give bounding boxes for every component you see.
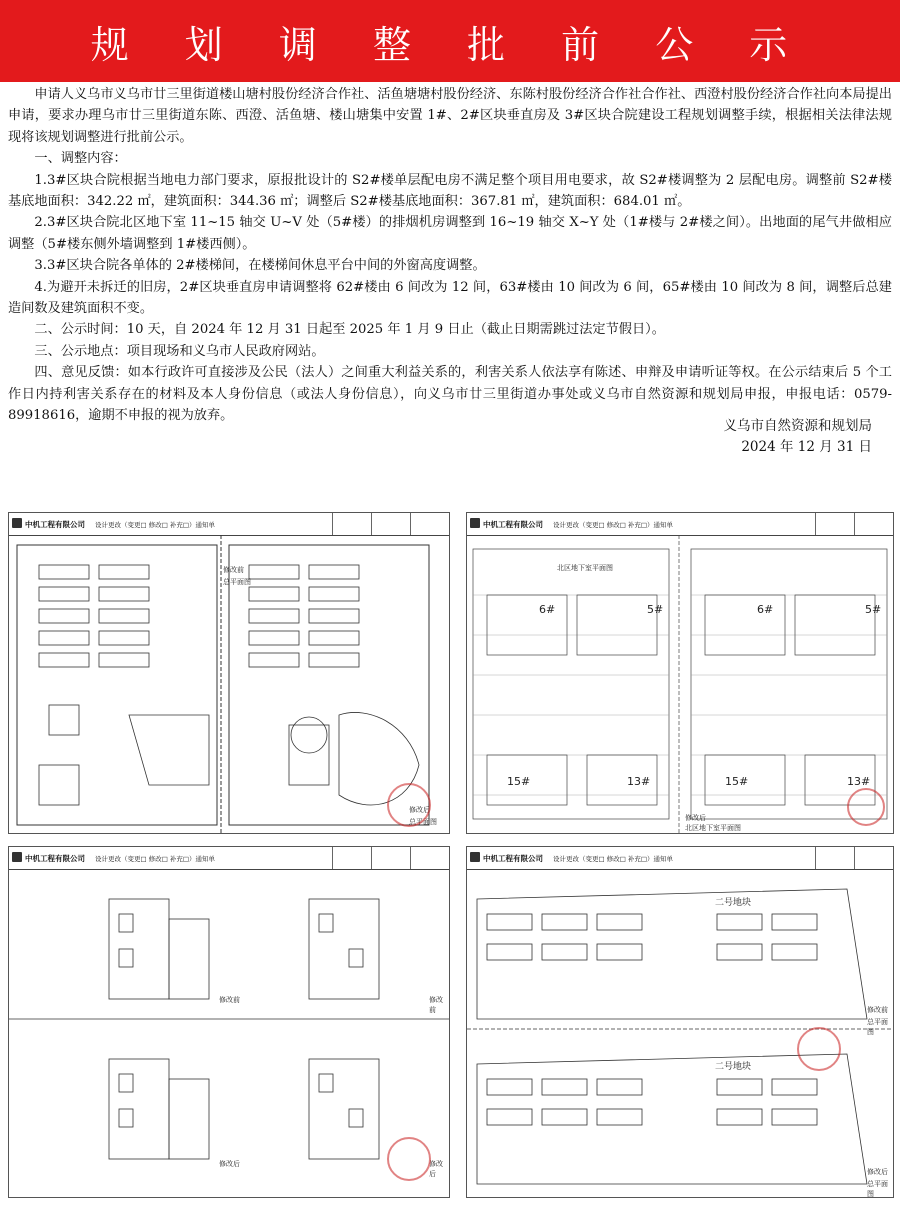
title-block bbox=[9, 847, 449, 870]
company-name: 中机工程有限公司 bbox=[25, 519, 85, 529]
doc-type: 设计更改（变更□ 修改□ 补充□）通知单 bbox=[95, 854, 216, 863]
building-number: 15# bbox=[725, 775, 749, 788]
feedback-paragraph: 四、意见反馈：如本行政许可直接涉及公民（法人）之间重大利益关系的，利害关系人依法享有陈述、申辩及申请听证等权。在公示结束后 5 个工作日内持利害关系存在的材料及本人身份信息（或法人身份信息），向义乌市廿三里街道办事处或义乌市自然资源和规划局申报，申报电话：0579-89918616，逾期不申报的视为放弃。 bbox=[8, 365, 892, 424]
drawing-label: 修改前 bbox=[867, 1006, 888, 1014]
drawing-label: 修改后 bbox=[685, 814, 706, 822]
doc-type: 设计更改（变更□ 修改□ 补充□）通知单 bbox=[553, 854, 674, 863]
company-name: 中机工程有限公司 bbox=[483, 519, 543, 529]
signature-date: 2024 年 12 月 31 日 bbox=[741, 439, 872, 455]
title-block bbox=[467, 513, 893, 536]
drawing-label: 北区地下室平面图 bbox=[557, 564, 613, 572]
drawing-label: 二号地块 bbox=[715, 1062, 752, 1072]
building-number: 13# bbox=[847, 775, 871, 788]
company-logo-icon bbox=[12, 852, 22, 862]
company-logo-icon bbox=[12, 518, 22, 528]
signature-org: 义乌市自然资源和规划局 bbox=[723, 418, 872, 434]
time-paragraph: 二、公示时间：10 天，自 2024 年 12 月 31 日起至 2025 年 1 月 9 日止（截止日期需跳过法定节假日）。 bbox=[34, 322, 665, 338]
elevation-drawing bbox=[9, 869, 449, 1197]
drawing-sheet-elevations bbox=[8, 846, 450, 1198]
location-paragraph: 三、公示地点：项目现场和义乌市人民政府网站。 bbox=[34, 343, 325, 359]
item-paragraph: 3.3#区块合院各单体的 2#楼梯间，在楼梯间休息平台中间的外窗高度调整。 bbox=[34, 258, 486, 274]
drawing-label: 北区地下室平面图 bbox=[685, 824, 741, 832]
seal-stamp bbox=[387, 1137, 431, 1181]
building-number: 13# bbox=[627, 775, 651, 788]
drawing-label: 总平面图 bbox=[867, 1018, 888, 1036]
building-number: 15# bbox=[507, 775, 531, 788]
seal-stamp bbox=[847, 788, 885, 826]
drawing-label: 总平面图 bbox=[409, 818, 437, 826]
drawing-label: 修改后 bbox=[429, 1160, 443, 1178]
building-number: 5# bbox=[647, 603, 664, 616]
section-heading: 一、调整内容： bbox=[34, 151, 127, 167]
drawing-label: 总平面图 bbox=[867, 1180, 888, 1198]
title-banner bbox=[0, 0, 900, 82]
title-block bbox=[9, 513, 449, 536]
title-block bbox=[467, 847, 893, 870]
seal-stamp bbox=[387, 783, 431, 827]
item-paragraph: 1.3#区块合院根据当地电力部门要求，原报批设计的 S2#楼单层配电房不满足整个项目用电要求，故 S2#楼调整为 2 层配电房。调整前 S2#楼基底地面积：342.22 ㎡，建筑面积：344.36 ㎡；调整后 S2#楼基底地面积：367.81 ㎡，建筑面积：684.01 ㎡。 bbox=[8, 172, 892, 210]
announcement-body bbox=[8, 84, 892, 427]
drawing-label: 修改后 bbox=[867, 1168, 888, 1176]
company-logo-icon bbox=[470, 852, 480, 862]
drawing-label: 二号地块 bbox=[715, 898, 752, 908]
drawing-sheet-basement bbox=[466, 512, 894, 834]
doc-type: 设计更改（变更□ 修改□ 补充□）通知单 bbox=[95, 520, 216, 529]
company-logo-icon bbox=[470, 518, 480, 528]
building-number: 6# bbox=[757, 603, 774, 616]
drawing-sheet-site-plan bbox=[8, 512, 450, 834]
company-name: 中机工程有限公司 bbox=[483, 853, 543, 863]
doc-type: 设计更改（变更□ 修改□ 补充□）通知单 bbox=[553, 520, 674, 529]
drawing-sheet-block2 bbox=[466, 846, 894, 1198]
drawing-label: 修改后 bbox=[219, 1160, 240, 1168]
item-paragraph: 4.为避开未拆迁的旧房，2#区块垂直房申请调整将 62#楼由 6 间改为 12 间，63#楼由 10 间改为 6 间，65#楼由 10 间改为 8 间，调整后总建造间数及建筑面积不变。 bbox=[8, 279, 892, 317]
intro-paragraph: 申请人义乌市义乌市廿三里街道楼山塘村股份经济合作社、活鱼塘塘村股份经济、东陈村股份经济合作社合作社、西澄村股份经济合作社向本局提出申请，要求办理乌市廿三里街道东陈、西澄、活鱼塘、楼山塘集中安置 1#、2#区块垂直房及 3#区块合院建设工程规划调整手续，根据相关法律法规现将该规划调整进行批前公示。 bbox=[8, 87, 892, 145]
building-number: 5# bbox=[865, 603, 882, 616]
drawing-label: 修改后 bbox=[409, 806, 430, 814]
seal-stamp bbox=[797, 1027, 841, 1071]
company-name: 中机工程有限公司 bbox=[25, 853, 85, 863]
page-title: 规 划 调 整 批 前 公 示 bbox=[90, 22, 810, 67]
building-number: 6# bbox=[539, 603, 556, 616]
drawing-label: 总平面图 bbox=[223, 578, 251, 586]
signature-block bbox=[724, 416, 873, 458]
drawing-label: 修改前 bbox=[223, 566, 244, 574]
drawing-label: 修改前 bbox=[429, 996, 443, 1014]
item-paragraph: 2.3#区块合院北区地下室 11~15 轴交 U~V 处（5#楼）的排烟机房调整到 16~19 轴交 X~Y 处（1#楼与 2#楼之间）。出地面的尾气井做相应调整（5#楼东侧外墙调整到 1#楼西侧）。 bbox=[8, 215, 892, 252]
drawing-label: 修改前 bbox=[219, 996, 240, 1004]
basement-plan-drawing bbox=[467, 535, 893, 833]
